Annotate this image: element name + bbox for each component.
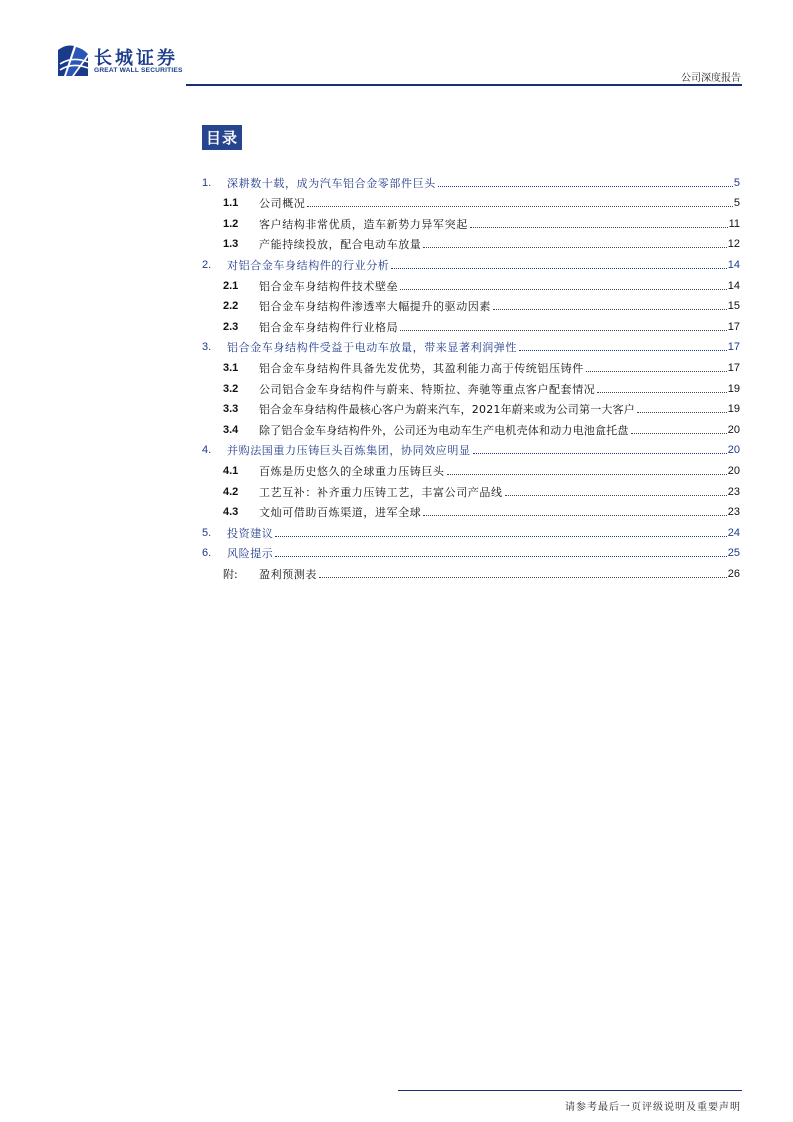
toc-entry-text: 铝合金车身结构件最核心客户为蔚来汽车，2021年蔚来或为公司第一大客户 — [259, 403, 635, 417]
toc-entry-text: 投资建议 — [227, 526, 274, 540]
table-of-contents — [202, 169, 740, 581]
toc-entry-text: 公司概况 — [259, 197, 306, 211]
toc-entry-text: 铝合金车身结构件渗透率大幅提升的驱动因素 — [259, 300, 491, 314]
toc-entry-number: 3.3 — [223, 403, 239, 416]
toc-entry-text: 工艺互补：补齐重力压铸工艺，丰富公司产品线 — [259, 485, 503, 499]
footer-divider — [398, 1090, 742, 1091]
toc-entry-page: 14 — [727, 279, 740, 292]
toc-entry-number: 2. — [202, 258, 212, 271]
toc-entry-page: 20 — [727, 464, 740, 477]
toc-leader-dots — [505, 495, 727, 496]
toc-entry-page: 20 — [727, 444, 740, 457]
toc-entry-number: 1.2 — [223, 217, 239, 230]
toc-entry-text: 百炼是历史悠久的全球重力压铸巨头 — [259, 464, 445, 478]
toc-entry[interactable] — [202, 457, 740, 478]
toc-entry-number: 1.3 — [223, 238, 239, 251]
toc-entry-text: 并购法国重力压铸巨头百炼集团，协同效应明显 — [227, 444, 471, 458]
toc-entry-number: 4.2 — [223, 485, 239, 498]
toc-leader-dots — [423, 247, 726, 248]
toc-entry[interactable] — [202, 190, 740, 211]
toc-leader-dots — [275, 536, 726, 537]
logo-english-name: GREAT WALL SECURITIES — [94, 67, 183, 74]
toc-entry[interactable] — [202, 499, 740, 520]
toc-entry-text: 客户结构非常优质，造车新势力异军突起 — [259, 217, 468, 231]
toc-entry-text: 风险提示 — [227, 547, 274, 561]
toc-entry-page: 17 — [727, 341, 740, 354]
toc-entry-number: 3. — [202, 341, 212, 354]
toc-entry[interactable] — [202, 540, 740, 561]
toc-entry-number: 6. — [202, 547, 212, 560]
toc-entry[interactable] — [202, 519, 740, 540]
toc-leader-dots — [447, 474, 727, 475]
toc-entry-number: 4. — [202, 444, 212, 457]
toc-entry[interactable] — [202, 560, 740, 581]
toc-entry-page: 5 — [733, 197, 740, 210]
toc-title: 目录 — [202, 125, 242, 150]
toc-entry[interactable] — [202, 251, 740, 272]
toc-leader-dots — [391, 268, 726, 269]
toc-entry-page: 14 — [727, 258, 740, 271]
toc-entry-page: 17 — [727, 320, 740, 333]
toc-entry-page: 20 — [727, 423, 740, 436]
toc-entry[interactable] — [202, 231, 740, 252]
toc-entry-page: 23 — [727, 485, 740, 498]
toc-entry-number: 3.1 — [223, 361, 239, 374]
toc-entry-text: 铝合金车身结构件技术壁垒 — [259, 279, 399, 293]
toc-entry-number: 附: — [223, 567, 238, 581]
toc-entry-text: 对铝合金车身结构件的行业分析 — [227, 258, 390, 272]
toc-leader-dots — [586, 371, 727, 372]
toc-leader-dots — [493, 309, 727, 310]
toc-entry-page: 26 — [727, 567, 740, 580]
report-type-label: 公司深度报告 — [681, 73, 741, 84]
toc-entry[interactable] — [202, 169, 740, 190]
toc-leader-dots — [631, 433, 727, 434]
toc-entry-page: 24 — [727, 526, 740, 539]
toc-entry[interactable] — [202, 478, 740, 499]
toc-entry-text: 铝合金车身结构件具备先发优势，其盈利能力高于传统铝压铸件 — [259, 361, 584, 375]
toc-leader-dots — [473, 453, 727, 454]
toc-entry-page: 19 — [727, 403, 740, 416]
toc-entry-page: 23 — [727, 506, 740, 519]
toc-entry-page: 25 — [727, 547, 740, 560]
toc-entry-page: 19 — [727, 382, 740, 395]
toc-leader-dots — [275, 556, 726, 557]
company-logo — [56, 42, 206, 82]
toc-entry[interactable] — [202, 313, 740, 334]
toc-entry-text: 深耕数十载，成为汽车铝合金零部件巨头 — [227, 176, 436, 190]
toc-entry-page: 12 — [727, 238, 740, 251]
toc-leader-dots — [637, 412, 727, 413]
header-divider — [186, 84, 742, 86]
toc-leader-dots — [319, 577, 727, 578]
toc-leader-dots — [400, 330, 727, 331]
toc-entry[interactable] — [202, 334, 740, 355]
toc-entry-number: 1.1 — [223, 197, 239, 210]
toc-leader-dots — [438, 186, 733, 187]
toc-entry[interactable] — [202, 396, 740, 417]
toc-entry[interactable] — [202, 210, 740, 231]
toc-entry[interactable] — [202, 375, 740, 396]
toc-leader-dots — [470, 227, 728, 228]
toc-entry-text: 铝合金车身结构件受益于电动车放量，带来显著利润弹性 — [227, 341, 517, 355]
toc-leader-dots — [519, 350, 727, 351]
toc-entry-number: 3.2 — [223, 382, 239, 395]
toc-entry-number: 3.4 — [223, 423, 239, 436]
toc-entry-number: 4.3 — [223, 506, 239, 519]
toc-entry-text: 公司铝合金车身结构件与蔚来、特斯拉、奔驰等重点客户配套情况 — [259, 382, 596, 396]
toc-entry[interactable] — [202, 416, 740, 437]
toc-entry[interactable] — [202, 437, 740, 458]
logo-chinese-name: 长城证券 — [94, 48, 178, 69]
toc-leader-dots — [423, 515, 726, 516]
toc-entry-number: 2.2 — [223, 300, 239, 313]
toc-entry-text: 除了铝合金车身结构件外，公司还为电动车生产电机壳体和动力电池盒托盘 — [259, 423, 629, 437]
toc-entry[interactable] — [202, 293, 740, 314]
toc-entry-number: 1. — [202, 176, 212, 189]
toc-entry-text: 盈利预测表 — [259, 567, 317, 581]
toc-entry[interactable] — [202, 272, 740, 293]
toc-leader-dots — [400, 289, 727, 290]
toc-entry-page: 17 — [727, 361, 740, 374]
toc-entry-page: 11 — [728, 217, 740, 230]
toc-entry-number: 2.3 — [223, 320, 239, 333]
toc-entry-text: 铝合金车身结构件行业格局 — [259, 320, 399, 334]
great-wall-logo-icon — [56, 42, 90, 78]
toc-entry-page: 5 — [733, 176, 740, 189]
toc-leader-dots — [307, 206, 732, 207]
toc-entry-number: 2.1 — [223, 279, 239, 292]
toc-entry-page: 15 — [727, 300, 740, 313]
toc-leader-dots — [597, 392, 726, 393]
toc-entry-number: 5. — [202, 526, 212, 539]
toc-entry-text: 产能持续投放，配合电动车放量 — [259, 238, 422, 252]
toc-entry-number: 4.1 — [223, 464, 239, 477]
footer-disclaimer-note: 请参考最后一页评级说明及重要声明 — [565, 1102, 741, 1113]
toc-entry-text: 文灿可借助百炼渠道，进军全球 — [259, 506, 422, 520]
toc-entry[interactable] — [202, 354, 740, 375]
